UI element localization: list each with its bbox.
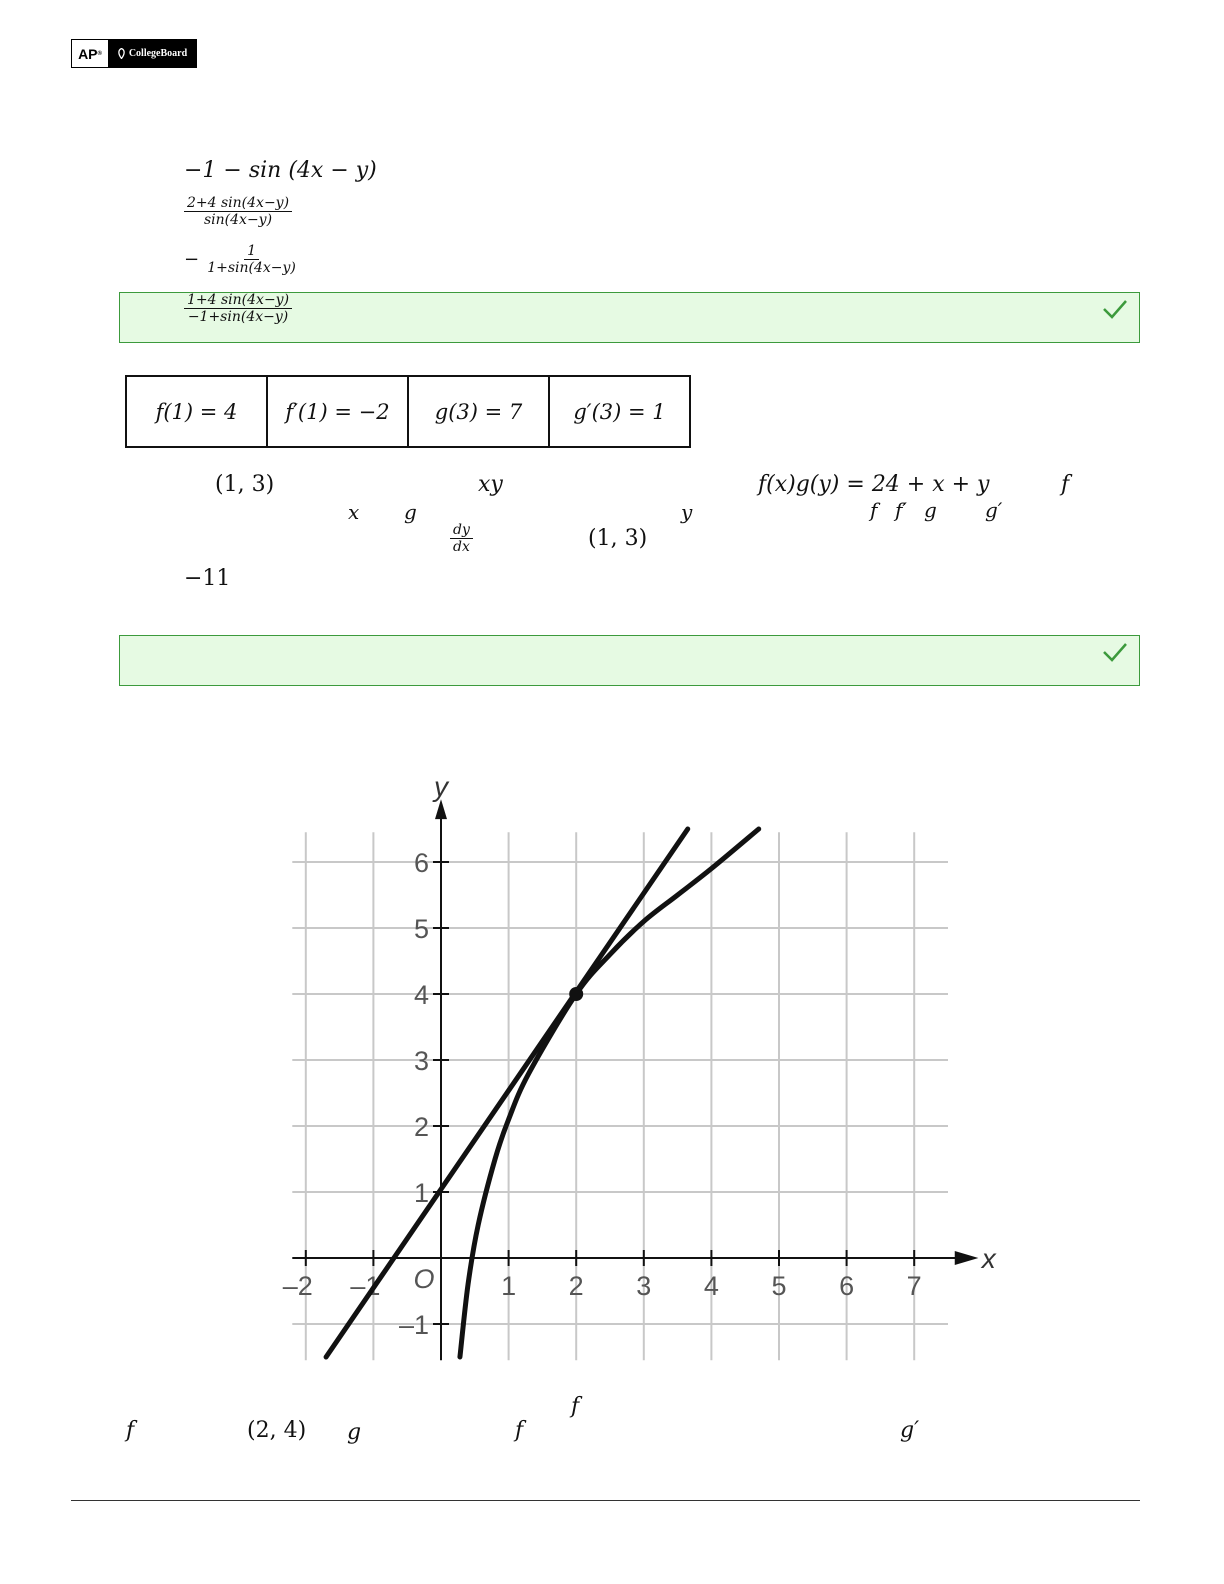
y-axis-arrow — [435, 799, 447, 819]
f-label: f — [515, 1418, 524, 1443]
y-tick-label: 4 — [413, 980, 429, 1010]
y-variable-label: y — [681, 500, 693, 524]
choice-3[interactable]: − $\frac{1}{1+\sin(4x-y)}$ — [184, 243, 296, 277]
x-axis-arrow — [955, 1251, 979, 1265]
x-tick-label: 4 — [703, 1271, 719, 1301]
y-tick-label: 2 — [413, 1112, 429, 1142]
f-label: f — [1061, 472, 1070, 497]
f-label: f — [571, 1394, 580, 1419]
point-of-tangency — [569, 987, 583, 1001]
x-tick-label: 3 — [636, 1271, 652, 1301]
y-axis-label: y — [434, 771, 448, 802]
y-tick-label: 5 — [413, 914, 429, 944]
x-variable-label: x — [348, 500, 360, 524]
g-label: g — [404, 500, 417, 524]
g-prime-label: g′ — [985, 498, 1003, 522]
x-tick-label: –2 — [282, 1271, 313, 1301]
f-prime-label: f′ — [895, 498, 907, 522]
point-label: (2, 4) — [247, 1418, 307, 1443]
y-tick-label: 6 — [413, 848, 429, 878]
x-axis-label: x — [981, 1243, 996, 1274]
x-tick-label: 1 — [501, 1271, 517, 1301]
g-prime-label: g′ — [900, 1418, 920, 1443]
x-tick-label: 6 — [839, 1271, 855, 1301]
choice-4[interactable]: $\frac{1+4 \sin(4x-y)}{-1+\sin(4x-y)}$ — [184, 292, 292, 325]
g-label: g — [347, 1420, 362, 1445]
f-label: f — [870, 498, 878, 522]
answer-value[interactable]: −11 — [184, 566, 231, 591]
table-cell: f(1) = 4 — [126, 376, 267, 447]
x-tick-label: –1 — [350, 1271, 381, 1301]
g-label: g — [924, 498, 937, 522]
x-tick-label: 2 — [568, 1271, 584, 1301]
origin-label: O — [413, 1264, 435, 1294]
collegeboard-logo: CollegeBoard — [108, 40, 196, 67]
x-tick-label: 5 — [771, 1271, 787, 1301]
choice-2[interactable]: $\frac{2+4 \sin(4x-y)}{\sin(4x-y)}$ — [184, 195, 292, 228]
table-cell: g′(3) = 1 — [549, 376, 690, 447]
x-tick-label: 7 — [906, 1271, 922, 1301]
y-tick-label: –1 — [398, 1310, 429, 1340]
footer-divider — [71, 1500, 1140, 1501]
derivative-dy-dx: $\frac{dy}{dx}$ — [450, 522, 473, 555]
y-tick-label: 1 — [413, 1178, 429, 1208]
table-cell: g(3) = 7 — [408, 376, 549, 447]
point-label: (1, 3) — [215, 472, 275, 497]
point-label: (1, 3) — [588, 526, 648, 551]
table-cell: f′(1) = −2 — [267, 376, 408, 447]
choice-1[interactable]: −1 − sin (4x − y) — [184, 158, 377, 183]
xy-label: xy — [478, 472, 503, 497]
equation-label: f(x)g(y) = 24 + x + y — [758, 472, 990, 497]
f-label: f — [126, 1418, 135, 1443]
y-tick-label: 3 — [413, 1046, 429, 1076]
ap-logo: AP ® — [72, 40, 108, 67]
